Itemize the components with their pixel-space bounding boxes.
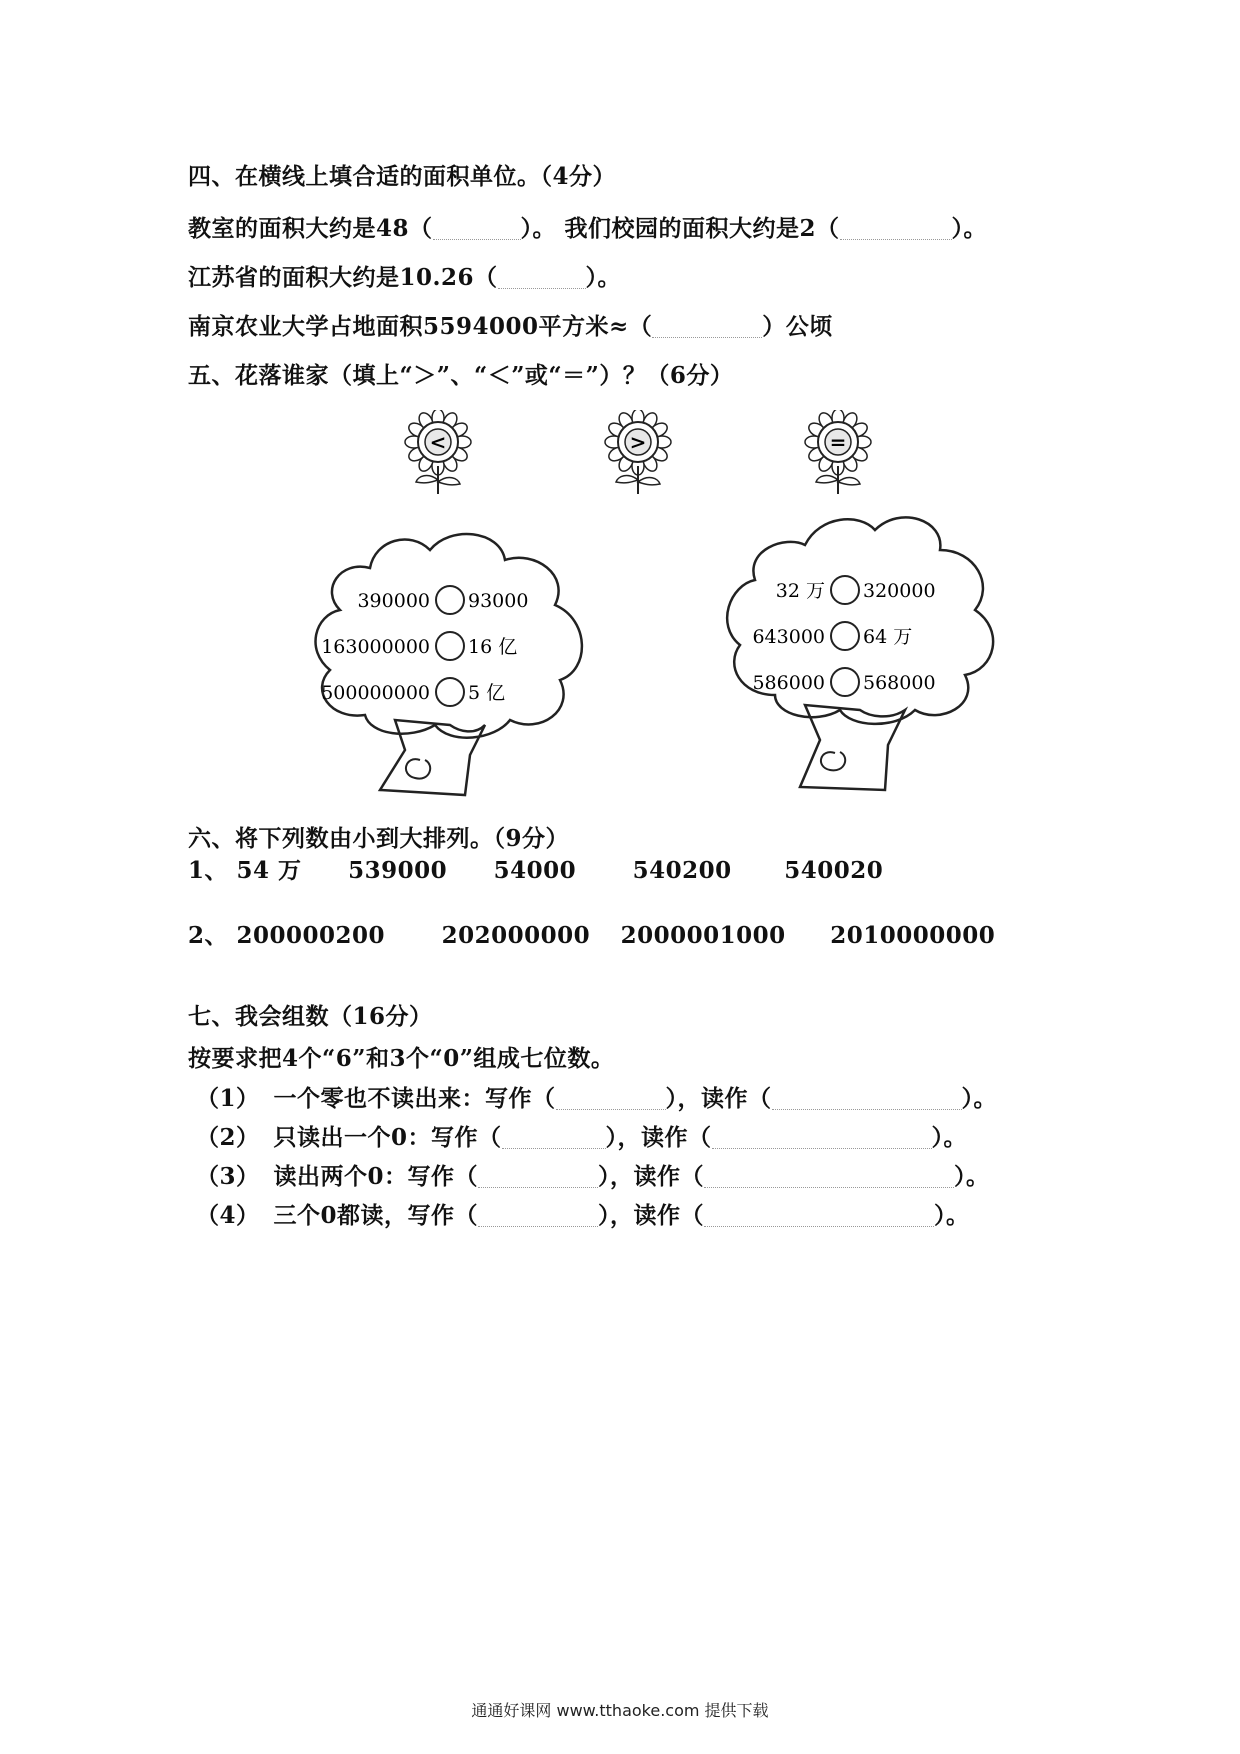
write-answer-blank[interactable] xyxy=(478,1208,598,1227)
question-text: ），读作（ xyxy=(665,1085,772,1112)
question-university-area xyxy=(188,308,833,341)
question-text: 一个零也不读出来：写作（ xyxy=(273,1085,556,1112)
number-2: 202000000 xyxy=(441,922,591,949)
compare-right-number: 93000 xyxy=(468,590,529,612)
ordering-row-1 xyxy=(188,852,883,885)
number-4: 2010000000 xyxy=(830,922,996,949)
question-text: ）。 我们校园的面积大约是2（ xyxy=(520,215,840,242)
write-answer-blank[interactable] xyxy=(556,1091,666,1110)
read-answer-blank[interactable] xyxy=(772,1091,962,1110)
number-2: 539000 xyxy=(348,857,448,884)
tree-left-rows xyxy=(321,586,528,706)
tree-right-rows xyxy=(752,576,935,696)
compose-question-4 xyxy=(196,1197,970,1230)
question-text: 只读出一个0：写作（ xyxy=(273,1124,502,1151)
question-text: 江苏省的面积大约是10.26（ xyxy=(188,264,498,291)
compare-circle-blank[interactable] xyxy=(831,576,859,604)
compose-question-3 xyxy=(196,1158,990,1191)
compare-left-number: 32 万 xyxy=(775,580,825,602)
compare-circle-blank[interactable] xyxy=(831,668,859,696)
question-jiangsu-area xyxy=(188,259,621,292)
question-number: （2） xyxy=(196,1124,260,1151)
compare-right-number: 5 亿 xyxy=(468,682,506,704)
question-text: ）。 xyxy=(961,1085,998,1112)
section-5-title: 五、花落谁家（填上“＞”、“＜”或“＝”）？（6分） xyxy=(188,362,734,389)
compare-right-number: 64 万 xyxy=(863,626,913,648)
question-number: （1） xyxy=(196,1085,260,1112)
compare-right-number: 568000 xyxy=(863,672,936,694)
answer-blank-2[interactable] xyxy=(840,221,952,240)
compare-left-number: 390000 xyxy=(357,590,430,612)
question-number: （4） xyxy=(196,1202,260,1229)
number-5: 540020 xyxy=(784,857,884,884)
section-7-intro: 按要求把4个“6”和3个“0”组成七位数。 xyxy=(188,1045,615,1072)
row-label: 1、 xyxy=(188,857,229,884)
answer-blank-1[interactable] xyxy=(433,221,521,240)
question-text: ）。 xyxy=(934,1202,970,1229)
compare-right-number: 320000 xyxy=(863,580,936,602)
compare-circle-blank[interactable] xyxy=(436,586,464,614)
flower-symbol: > xyxy=(629,430,647,454)
question-text: 三个0都读，写作（ xyxy=(273,1202,479,1229)
flower-card[interactable] xyxy=(600,410,676,496)
tree-left xyxy=(300,520,600,800)
section-7-title: 七、我会组数（16分） xyxy=(188,1003,433,1030)
write-answer-blank[interactable] xyxy=(502,1130,606,1149)
flower-symbol: < xyxy=(429,430,447,454)
question-text: ）公顷 xyxy=(762,313,833,340)
compare-circle-blank[interactable] xyxy=(831,622,859,650)
ordering-row-2 xyxy=(188,917,995,950)
read-answer-blank[interactable] xyxy=(704,1208,934,1227)
row-label: 2、 xyxy=(188,922,229,949)
section-6-title: 六、将下列数由小到大排列。（9分） xyxy=(188,825,570,852)
answer-blank-3[interactable] xyxy=(498,270,586,289)
question-text: ）。 xyxy=(954,1163,990,1190)
compare-left-number: 163000000 xyxy=(321,636,430,658)
number-3: 2000001000 xyxy=(620,922,786,949)
answer-blank-4[interactable] xyxy=(652,319,762,338)
question-text: ），读作（ xyxy=(598,1163,705,1190)
question-text: ），读作（ xyxy=(605,1124,712,1151)
tree-right xyxy=(710,505,1010,795)
tree-right-knot xyxy=(821,752,845,770)
compare-left-number: 643000 xyxy=(752,626,825,648)
question-text: ），读作（ xyxy=(598,1202,705,1229)
compare-left-number: 500000000 xyxy=(321,682,430,704)
read-answer-blank[interactable] xyxy=(704,1169,954,1188)
number-1: 200000200 xyxy=(236,922,386,949)
compare-circle-blank[interactable] xyxy=(436,678,464,706)
question-number: （3） xyxy=(196,1163,260,1190)
write-answer-blank[interactable] xyxy=(478,1169,598,1188)
compose-question-1 xyxy=(196,1080,997,1113)
question-text: ）。 xyxy=(931,1124,968,1151)
question-text: 南京农业大学占地面积5594000平方米≈（ xyxy=(188,313,653,340)
flower-card[interactable] xyxy=(400,410,476,496)
compare-circle-blank[interactable] xyxy=(436,632,464,660)
read-answer-blank[interactable] xyxy=(712,1130,932,1149)
flower-symbol: = xyxy=(829,430,847,454)
number-4: 540200 xyxy=(632,857,732,884)
question-text: 读出两个0：写作（ xyxy=(273,1163,479,1190)
compare-right-number: 16 亿 xyxy=(468,636,518,658)
question-text: ）。 xyxy=(951,215,988,242)
tree-left-trunk xyxy=(380,720,485,795)
tree-left-knot xyxy=(406,759,430,778)
compose-question-2 xyxy=(196,1119,967,1152)
question-text: 教室的面积大约是48（ xyxy=(188,215,433,242)
compare-left-number: 586000 xyxy=(752,672,825,694)
question-classroom-area xyxy=(188,210,987,243)
section-4-title: 四、在横线上填合适的面积单位。（4分） xyxy=(188,163,617,190)
question-text: ）。 xyxy=(585,264,622,291)
flower-card[interactable] xyxy=(800,410,876,496)
number-3: 54000 xyxy=(493,857,577,884)
number-1: 54 万 xyxy=(236,857,302,884)
footer-credit: 通通好课网 www.tthaoke.com 提供下载 xyxy=(471,1701,769,1720)
